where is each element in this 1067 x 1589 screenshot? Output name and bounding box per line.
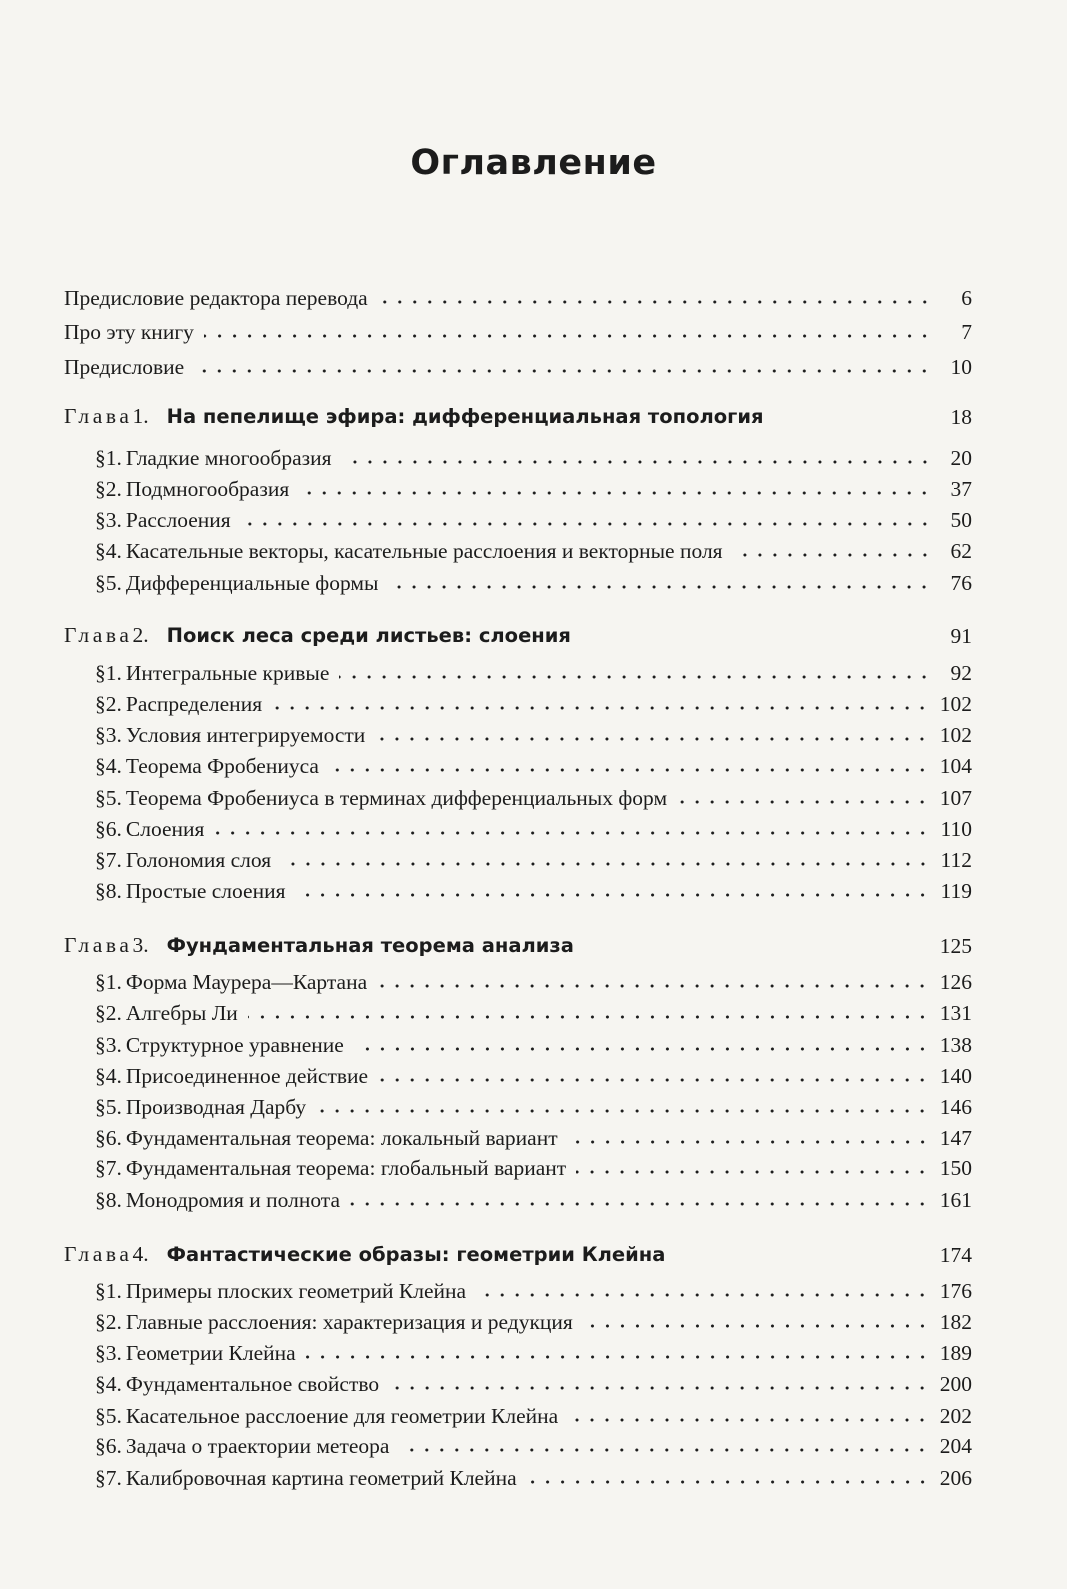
toc-section-entry[interactable]	[95, 1428, 972, 1460]
section-title: Калибровочная картина геометрий Клейна	[125, 1466, 517, 1490]
page-number: 182	[939, 1310, 972, 1334]
entry-heading	[95, 815, 204, 843]
dot-leader	[583, 1323, 930, 1329]
entry-heading	[95, 968, 367, 996]
dot-leader	[299, 490, 932, 496]
section-title: Форма Маурера—Картана	[125, 970, 368, 994]
toc-section-entry[interactable]	[95, 995, 972, 1027]
toc-section-entry[interactable]	[95, 1460, 972, 1492]
dot-leader	[329, 767, 930, 773]
entry-heading	[64, 621, 571, 650]
section-number: §6.	[95, 1434, 122, 1458]
section-number: §4.	[95, 1064, 122, 1088]
entry-heading	[95, 444, 332, 472]
section-title: Геометрии Клейна	[125, 1341, 296, 1365]
page-number: 18	[950, 405, 972, 429]
entry-heading	[95, 1186, 340, 1214]
page-number: 174	[939, 1243, 972, 1267]
section-number: §6.	[95, 1126, 122, 1150]
section-number: §3.	[95, 1341, 122, 1365]
dot-leader	[339, 674, 932, 680]
toc-section-entry[interactable]	[95, 717, 972, 749]
dot-leader	[389, 1385, 930, 1391]
section-title: Фундаментальная теорема: глобальный вариант	[125, 1156, 567, 1180]
page-number: 150	[939, 1156, 972, 1180]
entry-heading	[64, 353, 184, 381]
entry-heading	[95, 475, 289, 503]
section-title: Касательное расслоение для геометрии Клейна	[125, 1404, 559, 1428]
section-number: §4.	[95, 754, 122, 778]
toc-section-entry[interactable]	[95, 686, 972, 718]
toc-title: Оглавление	[410, 143, 657, 183]
page-number: 140	[939, 1064, 972, 1088]
dot-leader	[677, 799, 930, 805]
entry-heading	[95, 1402, 558, 1430]
page-number: 92	[950, 661, 972, 685]
section-number: §1.	[95, 446, 122, 470]
section-number: §2.	[95, 692, 122, 716]
toc-section-entry[interactable]	[95, 1398, 972, 1430]
page-number: 91	[950, 624, 972, 648]
dot-leader	[375, 736, 929, 742]
entry-heading	[95, 752, 319, 780]
section-number: §1.	[95, 1279, 122, 1303]
toc-section-entry[interactable]	[95, 748, 972, 780]
toc-section-entry[interactable]	[95, 964, 972, 996]
page-number: 131	[939, 1001, 972, 1025]
section-title: Теорема Фробениуса	[125, 754, 319, 778]
entry-heading	[95, 1031, 344, 1059]
toc-section-entry[interactable]	[95, 1182, 972, 1214]
dot-leader	[306, 1354, 930, 1360]
section-title: Условия интегрируемости	[125, 723, 366, 747]
entry-heading	[95, 999, 238, 1027]
dot-leader	[214, 830, 930, 836]
dot-leader	[248, 1014, 930, 1020]
section-title: Расслоения	[125, 508, 231, 532]
section-title: Фундаментальная теорема: локальный вариант	[125, 1126, 558, 1150]
entry-heading	[95, 537, 723, 565]
page-number: 189	[939, 1341, 972, 1365]
page-number: 112	[940, 848, 972, 872]
entry-heading	[95, 1464, 517, 1492]
dot-leader	[568, 1139, 930, 1145]
dot-leader	[241, 521, 932, 527]
section-number: §3.	[95, 723, 122, 747]
page-number: 147	[939, 1126, 972, 1150]
page-number: 138	[939, 1033, 972, 1057]
entry-heading	[95, 1062, 368, 1090]
page-number: 6	[961, 286, 972, 310]
entry-heading	[64, 931, 574, 960]
toc-section-entry[interactable]	[95, 842, 972, 874]
dot-leader	[354, 1046, 930, 1052]
toc-section-entry[interactable]	[95, 1273, 972, 1305]
toc-section-entry[interactable]	[95, 1366, 972, 1398]
page-number: 110	[940, 817, 972, 841]
toc-section-entry[interactable]	[95, 1304, 972, 1336]
section-title: Дифференциальные формы	[125, 571, 379, 595]
page-number: 102	[939, 692, 972, 716]
toc-front-entry[interactable]	[64, 314, 972, 346]
page-number: 176	[939, 1279, 972, 1303]
toc-section-entry[interactable]	[95, 873, 972, 905]
chapter-word: Глава	[64, 933, 133, 957]
front-title: Предисловие редактора перевода	[64, 286, 368, 310]
dot-leader	[342, 459, 932, 465]
dot-leader	[733, 552, 932, 558]
page-number: 161	[939, 1188, 972, 1212]
entry-heading	[64, 284, 368, 312]
entry-heading	[95, 784, 667, 812]
toc-section-entry[interactable]	[95, 471, 972, 503]
entry-heading	[95, 1339, 296, 1367]
section-number: §5.	[95, 571, 122, 595]
chapter-title: Фантастические образы: геометрии Клейна	[166, 1243, 666, 1266]
section-title: Теорема Фробениуса в терминах дифференциальных форм	[125, 786, 668, 810]
dot-leader	[378, 299, 932, 305]
section-number: §5.	[95, 1095, 122, 1119]
section-number: §5.	[95, 786, 122, 810]
page-number: 125	[939, 934, 972, 958]
chapter-number: 4.	[132, 1242, 149, 1266]
toc-chapter-entry[interactable]	[64, 1237, 972, 1269]
page-number: 50	[950, 508, 972, 532]
toc-front-entry[interactable]	[64, 349, 972, 381]
section-number: §2.	[95, 1001, 122, 1025]
entry-heading	[95, 1277, 466, 1305]
page-number: 126	[939, 970, 972, 994]
section-title: Гладкие многообразия	[125, 446, 332, 470]
entry-heading	[64, 402, 764, 431]
section-number: §5.	[95, 1404, 122, 1428]
dot-leader	[295, 892, 930, 898]
section-number: §2.	[95, 477, 122, 501]
section-title: Присоединенное действие	[125, 1064, 369, 1088]
dot-leader	[194, 368, 932, 374]
page-number: 37	[950, 477, 972, 501]
section-number: §8.	[95, 1188, 122, 1212]
chapter-number: 1.	[132, 404, 149, 428]
page-number: 20	[950, 446, 972, 470]
section-title: Распределения	[125, 692, 263, 716]
section-number: §4.	[95, 539, 122, 563]
section-number: §7.	[95, 1156, 122, 1180]
page-number: 202	[939, 1404, 972, 1428]
dot-leader	[576, 1169, 930, 1175]
entry-heading	[95, 1124, 558, 1152]
page-number: 7	[961, 320, 972, 344]
toc-section-entry[interactable]	[95, 565, 972, 597]
entry-heading	[95, 1154, 566, 1182]
chapter-word: Глава	[64, 1242, 133, 1266]
section-title: Главные расслоения: характеризация и редукция	[125, 1310, 573, 1334]
section-number: §1.	[95, 661, 122, 685]
page-number: 10	[950, 355, 972, 379]
toc-chapter-entry[interactable]	[64, 928, 972, 960]
entry-heading	[95, 1432, 389, 1460]
page-number: 62	[950, 539, 972, 563]
entry-heading	[95, 659, 329, 687]
section-number: §2.	[95, 1310, 122, 1334]
section-number: §6.	[95, 817, 122, 841]
toc-front-entry[interactable]	[64, 280, 972, 312]
chapter-title: На пепелище эфира: дифференциальная топология	[166, 405, 764, 428]
dot-leader	[378, 1077, 930, 1083]
chapter-number: 3.	[132, 933, 149, 957]
section-title: Производная Дарбу	[125, 1095, 307, 1119]
section-number: §3.	[95, 508, 122, 532]
entry-heading	[95, 1093, 306, 1121]
section-title: Интегральные кривые	[125, 661, 330, 685]
section-title: Подмногообразия	[125, 477, 290, 501]
toc-section-entry[interactable]	[95, 1089, 972, 1121]
page-number: 76	[950, 571, 972, 595]
dot-leader	[476, 1292, 930, 1298]
chapter-word: Глава	[64, 623, 133, 647]
entry-heading	[95, 690, 262, 718]
section-title: Монодромия и полнота	[125, 1188, 341, 1212]
toc-section-entry[interactable]	[95, 1150, 972, 1182]
page-number: 200	[939, 1372, 972, 1396]
page-number: 119	[940, 879, 972, 903]
entry-heading	[95, 569, 378, 597]
dot-leader	[272, 705, 930, 711]
toc-section-entry[interactable]	[95, 440, 972, 472]
entry-heading	[95, 721, 365, 749]
chapter-title: Фундаментальная теорема анализа	[166, 934, 574, 957]
dot-leader	[399, 1447, 929, 1453]
page-number: 104	[939, 754, 972, 778]
section-number: §8.	[95, 879, 122, 903]
section-title: Касательные векторы, касательные расслоения и векторные поля	[125, 539, 723, 563]
section-title: Слоения	[125, 817, 205, 841]
entry-heading	[95, 1370, 379, 1398]
toc-chapter-entry[interactable]	[64, 399, 972, 431]
entry-heading	[95, 506, 231, 534]
chapter-number: 2.	[132, 623, 149, 647]
entry-heading	[64, 318, 194, 346]
section-number: §1.	[95, 970, 122, 994]
section-number: §7.	[95, 848, 122, 872]
entry-heading	[95, 1308, 573, 1336]
toc-section-entry[interactable]	[95, 655, 972, 687]
section-title: Структурное уравнение	[125, 1033, 344, 1057]
section-title: Голономия слоя	[125, 848, 272, 872]
page-number: 204	[939, 1434, 972, 1458]
dot-leader	[350, 1201, 930, 1207]
front-title: Предисловие	[64, 355, 185, 379]
dot-leader	[377, 983, 930, 989]
chapter-title: Поиск леса среди листьев: слоения	[166, 624, 571, 647]
dot-leader	[281, 861, 930, 867]
section-title: Простые слоения	[125, 879, 286, 903]
entry-heading	[95, 877, 285, 905]
section-title: Задача о траектории метеора	[125, 1434, 390, 1458]
section-title: Фундаментальное свойство	[125, 1372, 380, 1396]
dot-leader	[527, 1479, 930, 1485]
toc-section-entry[interactable]	[95, 780, 972, 812]
section-number: §7.	[95, 1466, 122, 1490]
dot-leader	[568, 1417, 930, 1423]
section-title: Примеры плоских геометрий Клейна	[125, 1279, 467, 1303]
toc-section-entry[interactable]	[95, 1335, 972, 1367]
toc-section-entry[interactable]	[95, 1058, 972, 1090]
toc-section-entry[interactable]	[95, 811, 972, 843]
front-title: Про эту книгу	[64, 320, 194, 344]
dot-leader	[388, 584, 932, 590]
dot-leader	[316, 1108, 930, 1114]
page-number: 206	[939, 1466, 972, 1490]
toc-section-entry[interactable]	[95, 1027, 972, 1059]
toc-section-entry[interactable]	[95, 533, 972, 565]
page-number: 107	[939, 786, 972, 810]
entry-heading	[95, 846, 271, 874]
page-number: 146	[939, 1095, 972, 1119]
section-title: Алгебры Ли	[125, 1001, 238, 1025]
section-number: §3.	[95, 1033, 122, 1057]
toc-section-entry[interactable]	[95, 502, 972, 534]
section-number: §4.	[95, 1372, 122, 1396]
chapter-word: Глава	[64, 404, 133, 428]
entry-heading	[64, 1240, 665, 1269]
dot-leader	[204, 333, 932, 339]
toc-chapter-entry[interactable]	[64, 618, 972, 650]
toc-section-entry[interactable]	[95, 1120, 972, 1152]
page-number: 102	[939, 723, 972, 747]
